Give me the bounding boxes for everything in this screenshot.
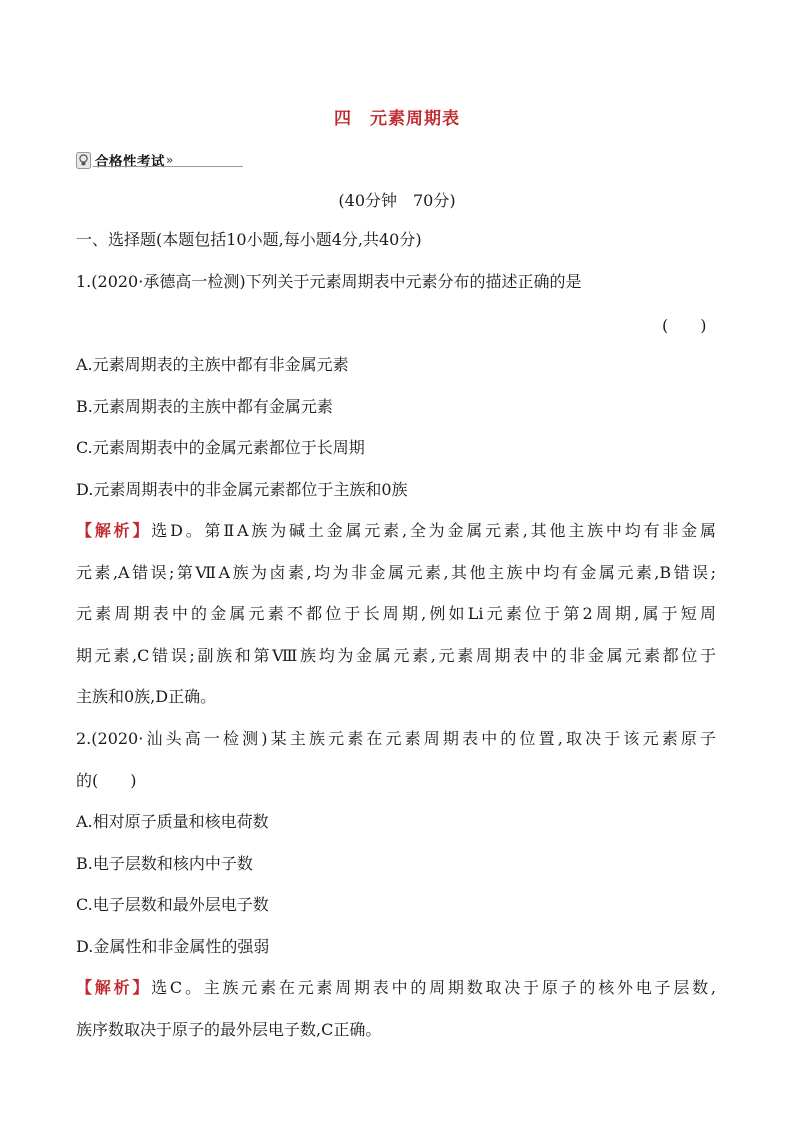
- analysis-line: 主族和0族,D正确。: [76, 687, 217, 706]
- option-d: D.金属性和非金属性的强弱: [76, 937, 270, 956]
- option-b: B.元素周期表的主族中都有金属元素: [76, 397, 333, 416]
- analysis-line: 期元素,C错误;副族和第Ⅷ族均为金属元素,元素周期表中的非金属元素都位于: [76, 646, 716, 665]
- question-2-stem: 2.(2020·汕头高一检测)某主族元素在元素周期表中的位置,取决于该元素原子: [76, 729, 716, 748]
- double-chevron-icon: »: [166, 153, 174, 167]
- analysis-line: 【解析】选C。主族元素在元素周期表中的周期数取决于原子的核外电子层数,: [76, 978, 716, 997]
- divider: [93, 166, 243, 167]
- answer-blank: ( ): [662, 316, 707, 335]
- section-badge: [76, 150, 173, 170]
- option-c: C.元素周期表中的金属元素都位于长周期: [76, 438, 365, 457]
- analysis-tag: 【解析】: [76, 521, 152, 540]
- option-c: C.电子层数和最外层电子数: [76, 895, 269, 914]
- question-2-stem: 的( ): [76, 771, 137, 790]
- analysis-line: 元素周期表中的金属元素不都位于长周期,例如Li元素位于第2周期,属于短周: [76, 604, 716, 623]
- analysis-line: 【解析】选D。第ⅡA族为碱土金属元素,全为金属元素,其他主族中均有非金属: [76, 521, 716, 540]
- question-1-stem: 1.(2020·承德高一检测)下列关于元素周期表中元素分布的描述正确的是: [76, 272, 582, 291]
- option-d: D.元素周期表中的非金属元素都位于主族和0族: [76, 480, 408, 499]
- analysis-line: 族序数取决于原子的最外层电子数,C正确。: [76, 1020, 382, 1039]
- lightbulb-icon: [76, 152, 91, 169]
- page-title: 四 元素周期表: [334, 109, 460, 129]
- option-a: A.相对原子质量和核电荷数: [76, 812, 269, 831]
- option-a: A.元素周期表的主族中都有非金属元素: [76, 355, 349, 374]
- section-badge-label: 合格性考试: [95, 154, 165, 170]
- option-b: B.电子层数和核内中子数: [76, 854, 253, 873]
- section-heading: 一、选择题(本题包括10小题,每小题4分,共40分): [76, 230, 422, 249]
- time-score-info: (40分钟 70分): [338, 191, 456, 210]
- analysis-line: 元素,A错误;第ⅦA族为卤素,均为非金属元素,其他主族中均有金属元素,B错误;: [76, 563, 716, 582]
- analysis-tag: 【解析】: [76, 978, 152, 997]
